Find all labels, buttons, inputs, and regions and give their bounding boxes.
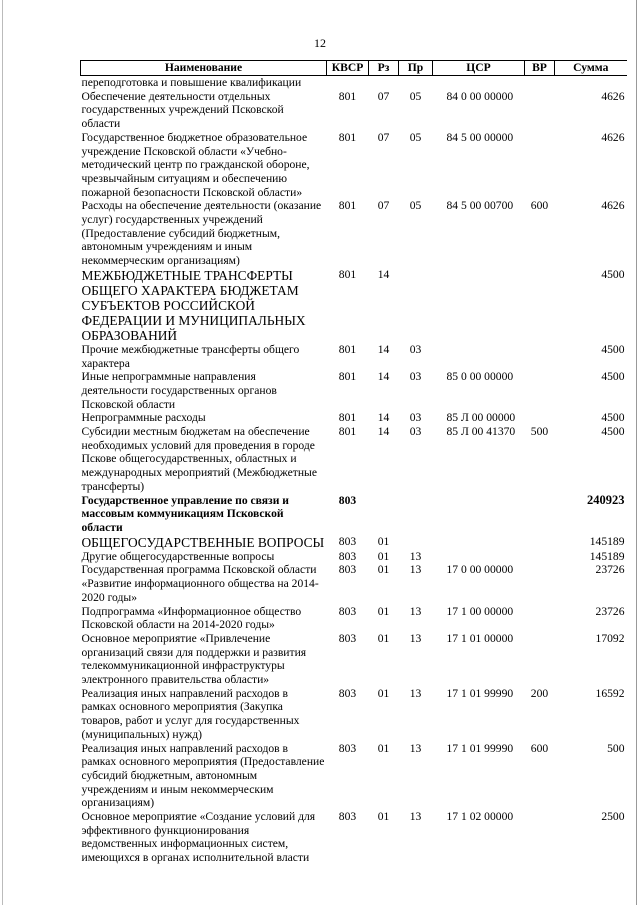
cell-name: Расходы на обеспечение деятельности (оказание услуг) государственных учреждений (Предоставление субсидий бюджетным, автономным учреждениям и иным некоммерческим организациям): [81, 199, 322, 268]
cell-sum: 23726: [595, 604, 625, 618]
cell-rz: 01: [377, 810, 390, 824]
cell-name: Непрограммные расходы: [81, 411, 206, 425]
cell-csr: 17 1 00 00000: [446, 604, 514, 618]
cell-pr: 05: [409, 199, 422, 213]
cell-csr: 17 0 00 00000: [446, 563, 514, 577]
cell-pr: [399, 268, 433, 343]
cell-rz: 07: [377, 89, 390, 103]
cell-vr: [525, 494, 555, 535]
cell-rz: 14: [377, 370, 390, 384]
cell-kvsr: 803: [338, 493, 357, 507]
table-row: [81, 687, 627, 742]
cell-csr: 17 1 02 00000: [446, 810, 514, 824]
header-sum: Сумма: [555, 61, 627, 76]
cell-name: Основное мероприятие «Создание условий для эффективного функционирования ведомственных информационных систем, имеющихся в органах исполнительной власти: [81, 810, 316, 865]
cell-rz: 01: [377, 563, 390, 577]
table-row: [81, 563, 627, 604]
table-row: [81, 632, 627, 687]
cell-sum: 23726: [595, 563, 625, 577]
cell-rz: 14: [377, 425, 390, 439]
table-row: [81, 810, 627, 865]
cell-name: ОБЩЕГОСУДАРСТВЕННЫЕ ВОПРОСЫ: [81, 534, 325, 550]
cell-kvsr: 801: [338, 267, 357, 281]
cell-kvsr: 801: [338, 425, 357, 439]
cell-name: Государственное бюджетное образовательное учреждение Псковской области «Учебно-методический центр по гражданской обороне, чрезвычайным ситуациям и обеспечению пожарной безопасности Псковской области»: [81, 130, 310, 199]
page-right-edge: [636, 0, 637, 905]
cell-csr: 85 Л 00 00000: [446, 411, 516, 425]
cell-pr: [399, 535, 433, 550]
cell-vr: [525, 131, 555, 200]
cell-pr: 13: [409, 686, 422, 700]
cell-name: Иные непрограммные направления деятельности государственных органов Псковской области: [81, 370, 277, 411]
cell-csr: [433, 535, 525, 550]
cell-kvsr: 801: [338, 342, 357, 356]
cell-kvsr: 801: [338, 411, 357, 425]
cell-vr: [525, 90, 555, 131]
page-number: 12: [314, 36, 326, 50]
cell-vr: [525, 563, 555, 604]
cell-csr: [433, 268, 525, 343]
cell-vr: [525, 370, 555, 411]
cell-sum: 17092: [595, 631, 625, 645]
cell-sum: [555, 76, 627, 90]
table-row: [81, 131, 627, 200]
cell-csr: 17 1 01 99990: [446, 741, 514, 755]
cell-vr: [525, 343, 555, 370]
cell-kvsr: 803: [338, 631, 357, 645]
cell-rz: 01: [377, 549, 390, 563]
cell-csr: [433, 343, 525, 370]
header-csr: ЦСР: [433, 61, 525, 76]
cell-csr: 84 5 00 00700: [446, 199, 514, 213]
cell-vr: [525, 605, 555, 632]
cell-sum: 4626: [601, 89, 625, 103]
cell-kvsr: 803: [338, 810, 357, 824]
cell-name: Основное мероприятие «Привлечение организаций связи для поддержки и развития телекоммуникационной инфраструктуры электронного правительства области»: [81, 631, 307, 687]
cell-vr: [525, 550, 555, 564]
cell-pr: 13: [409, 549, 422, 563]
cell-sum: 2500: [601, 810, 625, 824]
table-row: [81, 550, 627, 564]
table-row: [81, 90, 627, 131]
header-pr: Пр: [399, 61, 433, 76]
cell-vr: 200: [530, 686, 549, 700]
cell-pr: 03: [409, 342, 422, 356]
header-name: Наименование: [81, 61, 327, 76]
cell-vr: [525, 411, 555, 425]
cell-vr: [525, 535, 555, 550]
cell-pr: 13: [409, 563, 422, 577]
cell-csr: 84 0 00 00000: [446, 89, 514, 103]
table-row: [81, 76, 627, 90]
cell-kvsr: 803: [338, 563, 357, 577]
table-row: [81, 411, 627, 425]
table-row: [81, 535, 627, 550]
cell-csr: 85 0 00 00000: [446, 370, 514, 384]
cell-rz: 07: [377, 199, 390, 213]
cell-vr: [525, 76, 555, 90]
table-row: [81, 494, 627, 535]
cell-rz: 01: [377, 631, 390, 645]
cell-csr: [433, 494, 525, 535]
cell-name: Обеспечение деятельности отдельных государственных учреждений Псковской области: [81, 89, 284, 131]
cell-name: МЕЖБЮДЖЕТНЫЕ ТРАНСФЕРТЫ ОБЩЕГО ХАРАКТЕРА БЮДЖЕТАМ СУБЪЕКТОВ РОССИЙСКОЙ ФЕДЕРАЦИИ И МУНИЦИПАЛЬНЫХ ОБРАЗОВАНИЙ: [81, 267, 306, 343]
table-row: [81, 425, 627, 494]
cell-name: Другие общегосударственные вопросы: [81, 549, 275, 563]
cell-name: Государственное управление по связи и массовым коммуникациям Псковской области: [81, 493, 289, 534]
cell-kvsr: 803: [338, 686, 357, 700]
cell-sum: 4500: [601, 342, 625, 356]
cell-sum: 145189: [589, 534, 625, 548]
cell-sum: 16592: [595, 686, 625, 700]
cell-kvsr: 803: [338, 534, 357, 548]
cell-csr: 84 5 00 00000: [446, 130, 514, 144]
table-row: [81, 605, 627, 632]
table-row: [81, 370, 627, 411]
cell-rz: 01: [377, 741, 390, 755]
cell-kvsr: 801: [338, 199, 357, 213]
cell-sum: 4626: [601, 199, 625, 213]
cell-kvsr: 801: [338, 130, 357, 144]
header-vr: ВР: [525, 61, 555, 76]
cell-pr: 03: [409, 370, 422, 384]
cell-name: Реализация иных направлений расходов в рамках основного мероприятия (Предоставление субсидий бюджетным, автономным учреждениям и иным некоммерческим организациям): [81, 741, 325, 810]
table-header-row: [81, 61, 627, 76]
cell-vr: [525, 632, 555, 687]
cell-name: переподготовка и повышение квалификации: [81, 76, 302, 89]
cell-pr: [399, 76, 433, 90]
cell-sum: 4626: [601, 130, 625, 144]
cell-csr: [433, 76, 525, 90]
cell-csr: 17 1 01 99990: [446, 686, 514, 700]
cell-rz: 14: [377, 342, 390, 356]
cell-pr: 13: [409, 741, 422, 755]
cell-sum: 240923: [587, 492, 625, 507]
table-row: [81, 268, 627, 343]
cell-sum: 4500: [601, 267, 625, 281]
cell-rz: 01: [377, 604, 390, 618]
cell-vr: 600: [530, 199, 549, 213]
cell-kvsr: 803: [338, 549, 357, 563]
cell-rz: [369, 76, 399, 90]
cell-name: Прочие межбюджетные трансферты общего характера: [81, 342, 300, 370]
cell-csr: [433, 550, 525, 564]
cell-name: Государственная программа Псковской области «Развитие информационного общества на 2014-2020 годы»: [81, 563, 319, 604]
budget-table: [80, 60, 627, 865]
cell-pr: 13: [409, 604, 422, 618]
cell-kvsr: 803: [338, 604, 357, 618]
cell-rz: 01: [377, 686, 390, 700]
cell-name: Субсидии местным бюджетам на обеспечение необходимых условий для проведения в городе Пскове общегосударственных, областных и международных мероприятий (Межбюджетные трансферты): [81, 425, 317, 493]
cell-kvsr: [327, 76, 369, 90]
cell-pr: 03: [409, 411, 422, 425]
table-row: [81, 199, 627, 268]
cell-kvsr: 801: [338, 370, 357, 384]
cell-pr: [399, 494, 433, 535]
cell-pr: 13: [409, 631, 422, 645]
table-row: [81, 742, 627, 811]
cell-vr: 500: [530, 425, 549, 439]
cell-pr: 13: [409, 810, 422, 824]
cell-rz: 14: [377, 267, 390, 281]
cell-sum: 4500: [601, 425, 625, 439]
cell-kvsr: 801: [338, 89, 357, 103]
cell-pr: 05: [409, 89, 422, 103]
table-row: [81, 343, 627, 370]
cell-rz: 01: [377, 534, 390, 548]
cell-sum: 4500: [601, 411, 625, 425]
cell-rz: [369, 494, 399, 535]
header-rz: Рз: [369, 61, 399, 76]
cell-vr: [525, 268, 555, 343]
cell-name: Реализация иных направлений расходов в рамках основного мероприятия (Закупка товаров, работ и услуг для государственных (муниципальных) нужд): [81, 686, 300, 741]
header-kvsr: КВСР: [327, 61, 369, 76]
cell-sum: 145189: [589, 549, 625, 563]
cell-vr: [525, 810, 555, 865]
cell-rz: 14: [377, 411, 390, 425]
cell-csr: 85 Л 00 41370: [446, 425, 516, 439]
cell-kvsr: 803: [338, 741, 357, 755]
cell-sum: 4500: [601, 370, 625, 384]
cell-vr: 600: [530, 741, 549, 755]
page-left-edge: [2, 0, 3, 905]
cell-name: Подпрограмма «Информационное общество Псковской области на 2014-2020 годы»: [81, 604, 302, 632]
cell-pr: 03: [409, 425, 422, 439]
cell-rz: 07: [377, 130, 390, 144]
cell-csr: 17 1 01 00000: [446, 631, 514, 645]
cell-pr: 05: [409, 130, 422, 144]
cell-sum: 500: [607, 741, 625, 755]
